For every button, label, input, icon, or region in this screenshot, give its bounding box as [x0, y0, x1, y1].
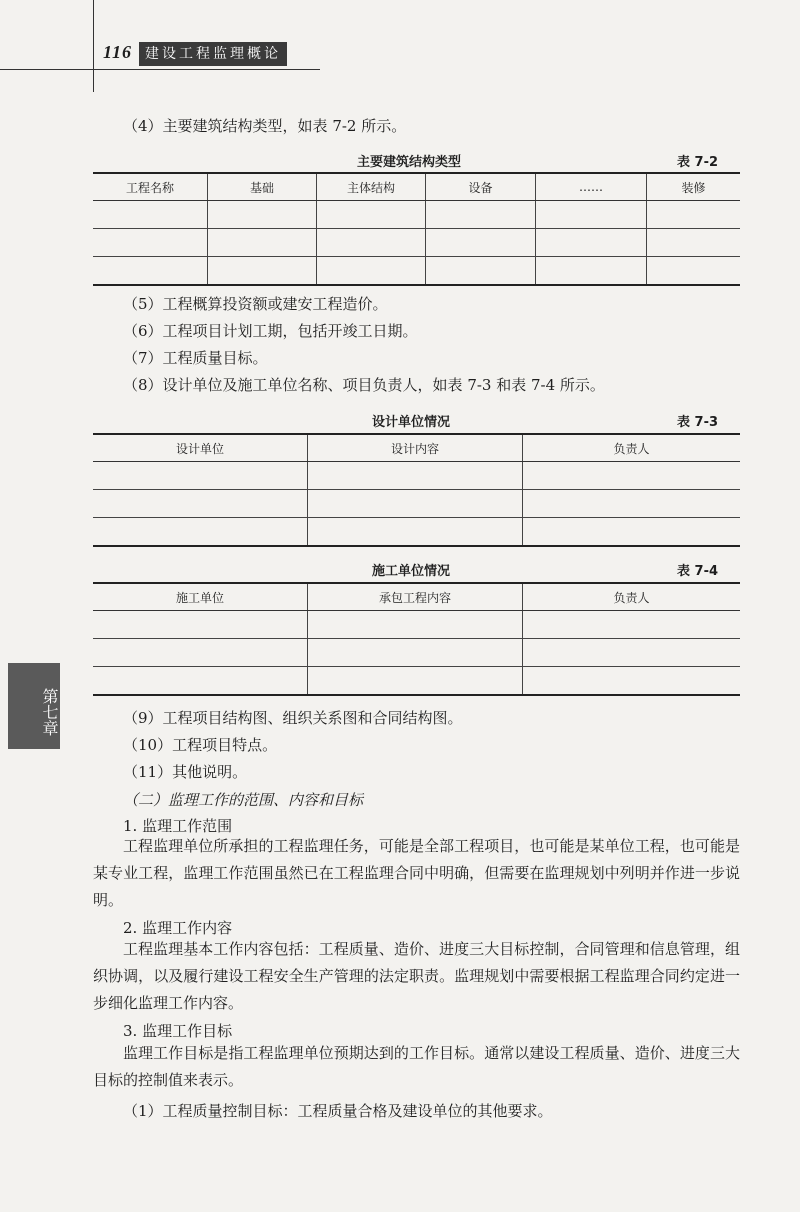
- subsection-1-title: 1. 监理工作范围: [123, 817, 233, 835]
- table-header-cell: 设计内容: [308, 434, 523, 462]
- item-8: （8）设计单位及施工单位名称、项目负责人，如表 7-3 和表 7-4 所示。: [123, 376, 605, 394]
- table-header-row: [93, 583, 740, 611]
- table-row: [93, 518, 740, 547]
- table-cell: [308, 518, 523, 547]
- table-cell: [208, 257, 317, 286]
- table-cell: [426, 257, 536, 286]
- subsection-3-title: 3. 监理工作目标: [123, 1022, 233, 1040]
- table-header-cell: 负责人: [523, 434, 741, 462]
- table-7-4: [93, 582, 740, 696]
- table-cell: [93, 667, 308, 696]
- table-7-2-caption: 主要建筑结构类型: [357, 155, 462, 170]
- table-cell: [647, 257, 741, 286]
- book-title: 建设工程监理概论: [139, 42, 287, 66]
- item-10: （10）工程项目特点。: [123, 736, 278, 754]
- chapter-tab: 第七章: [8, 663, 60, 749]
- table-row: [93, 490, 740, 518]
- table-header-cell: 基础: [208, 173, 317, 201]
- table-cell: [426, 229, 536, 257]
- table-header-cell: ……: [536, 173, 647, 201]
- table-cell: [308, 611, 523, 639]
- table-cell: [93, 462, 308, 490]
- table-cell: [93, 518, 308, 547]
- table-header-cell: 工程名称: [93, 173, 208, 201]
- table-cell: [308, 667, 523, 696]
- header-horizontal-rule: [0, 69, 320, 70]
- table-cell: [93, 490, 308, 518]
- table-cell: [93, 639, 308, 667]
- table-header-row: [93, 173, 740, 201]
- table-header-row: [93, 434, 740, 462]
- table-cell: [93, 257, 208, 286]
- table-cell: [523, 611, 741, 639]
- table-row: [93, 462, 740, 490]
- subsection-2-title: 2. 监理工作内容: [123, 919, 233, 937]
- page-number: 116: [103, 42, 133, 62]
- table-7-3: [93, 433, 740, 547]
- item-6: （6）工程项目计划工期，包括开竣工日期。: [123, 322, 418, 340]
- table-cell: [536, 229, 647, 257]
- item-9: （9）工程项目结构图、组织关系图和合同结构图。: [123, 709, 463, 727]
- table-cell: [647, 201, 741, 229]
- table-7-2: [93, 172, 740, 286]
- table-7-4-caption: 施工单位情况: [372, 564, 451, 579]
- table-cell: [208, 201, 317, 229]
- table-cell: [93, 611, 308, 639]
- table-7-3-number: 表 7-3: [677, 415, 719, 430]
- table-header-cell: 设备: [426, 173, 536, 201]
- table-cell: [308, 490, 523, 518]
- table-cell: [523, 490, 741, 518]
- table-cell: [93, 229, 208, 257]
- item-11: （11）其他说明。: [123, 763, 248, 781]
- table-cell: [208, 229, 317, 257]
- item-4: （4）主要建筑结构类型，如表 7-2 所示。: [123, 117, 407, 135]
- table-cell: [317, 257, 426, 286]
- subsection-2-body: 工程监理基本工作内容包括：工程质量、造价、进度三大目标控制，合同管理和信息管理，组织协调，以及履行建设工程安全生产管理的法定职责。监理规划中需要根据工程监理合同约定进一步细化监理工作内容。: [93, 940, 740, 1012]
- header-vertical-rule: [93, 0, 94, 92]
- table-header-cell: 负责人: [523, 583, 741, 611]
- table-cell: [317, 201, 426, 229]
- table-cell: [308, 639, 523, 667]
- table-header-cell: 装修: [647, 173, 741, 201]
- table-row: [93, 667, 740, 696]
- table-header-cell: 主体结构: [317, 173, 426, 201]
- table-cell: [523, 518, 741, 547]
- table-cell: [317, 229, 426, 257]
- subsection-3-item-1: （1）工程质量控制目标：工程质量合格及建设单位的其他要求。: [123, 1102, 553, 1120]
- table-cell: [523, 639, 741, 667]
- table-row: [93, 257, 740, 286]
- table-row: [93, 639, 740, 667]
- table-row: [93, 229, 740, 257]
- item-5: （5）工程概算投资额或建安工程造价。: [123, 295, 388, 313]
- table-row: [93, 611, 740, 639]
- item-7: （7）工程质量目标。: [123, 349, 268, 367]
- table-row: [93, 201, 740, 229]
- table-7-3-caption: 设计单位情况: [372, 415, 451, 430]
- table-cell: [647, 229, 741, 257]
- table-cell: [536, 201, 647, 229]
- table-cell: [308, 462, 523, 490]
- table-cell: [536, 257, 647, 286]
- table-header-cell: 设计单位: [93, 434, 308, 462]
- table-cell: [426, 201, 536, 229]
- table-cell: [93, 201, 208, 229]
- table-7-4-number: 表 7-4: [677, 564, 719, 579]
- table-7-2-number: 表 7-2: [677, 155, 719, 170]
- table-cell: [523, 667, 741, 696]
- subsection-1-body: 工程监理单位所承担的工程监理任务，可能是全部工程项目，也可能是某单位工程，也可能是某专业工程，监理工作范围虽然已在工程监理合同中明确，但需要在监理规划中列明并作进一步说明。: [93, 837, 740, 909]
- table-cell: [523, 462, 741, 490]
- table-header-cell: 承包工程内容: [308, 583, 523, 611]
- subsection-3-body: 监理工作目标是指工程监理单位预期达到的工作目标。通常以建设工程质量、造价、进度三大目标的控制值来表示。: [93, 1044, 740, 1089]
- section-title: （二）监理工作的范围、内容和目标: [123, 791, 364, 809]
- table-header-cell: 施工单位: [93, 583, 308, 611]
